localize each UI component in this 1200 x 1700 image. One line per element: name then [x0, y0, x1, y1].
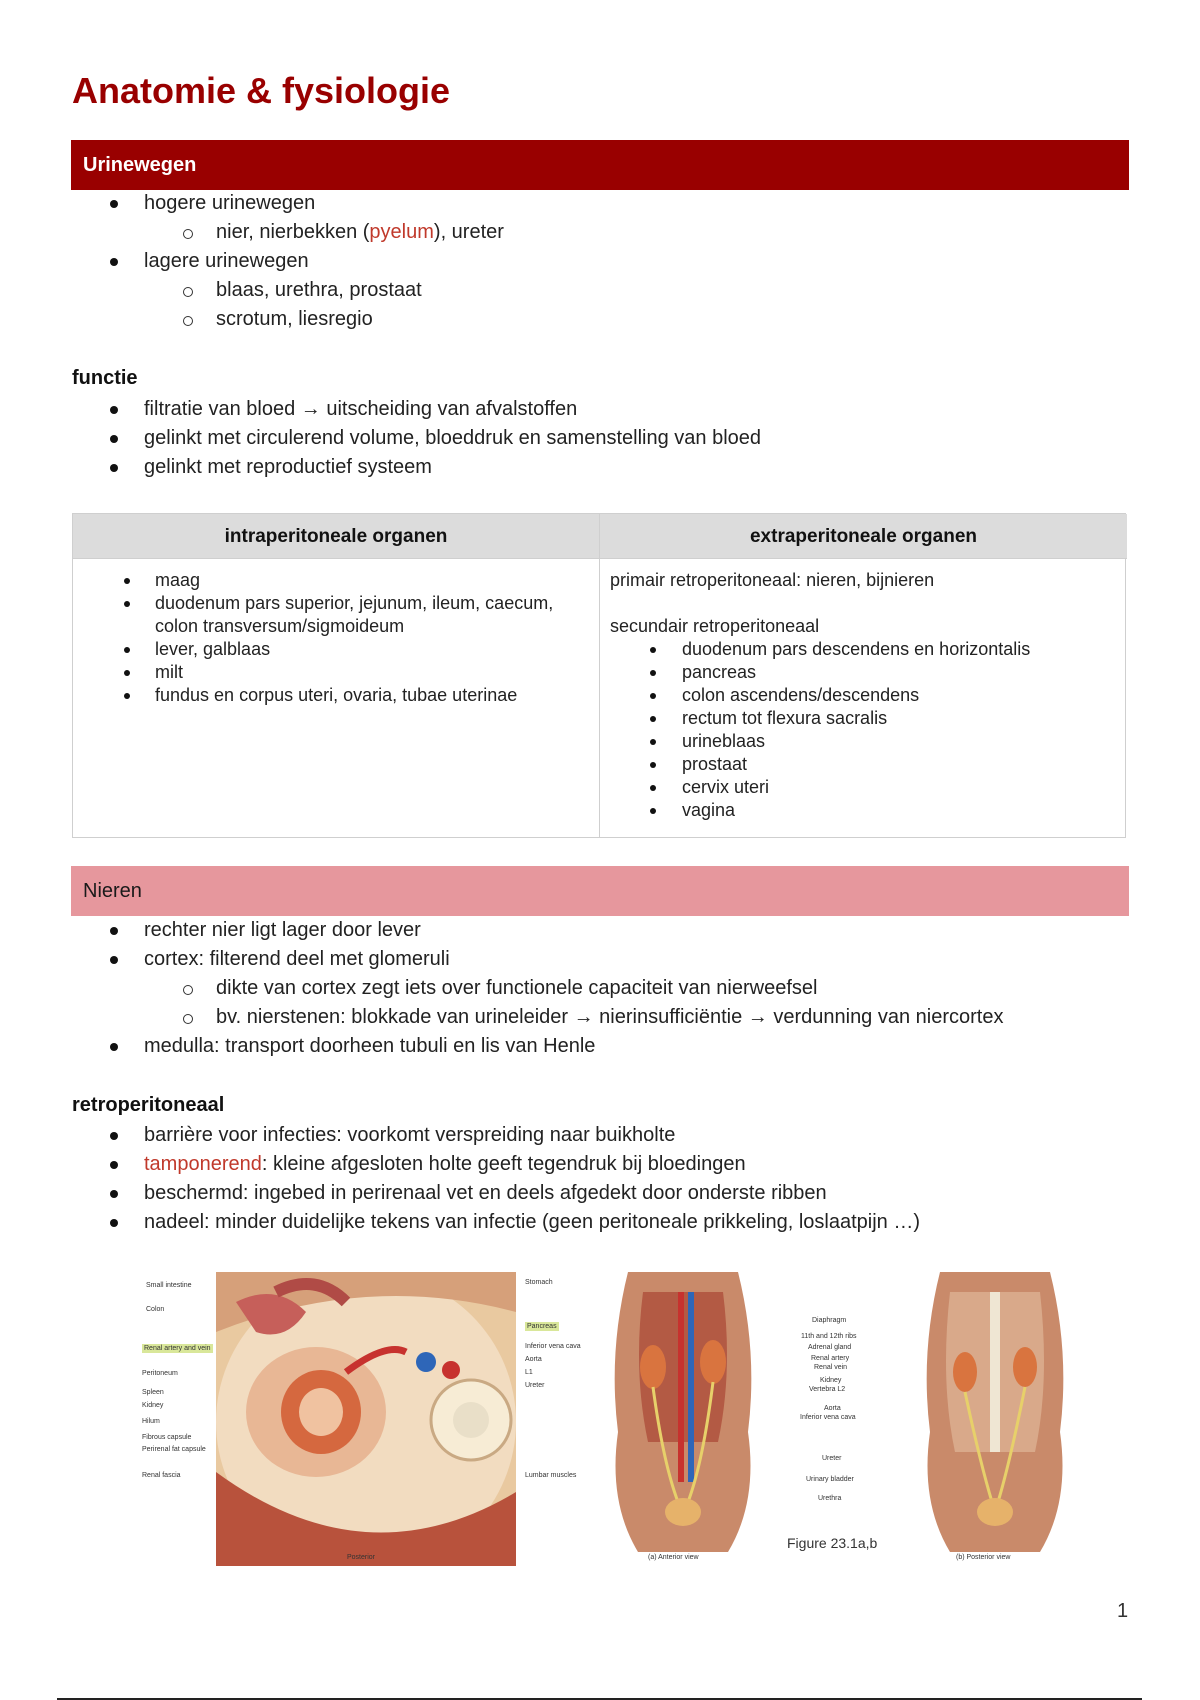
- posterior-view-illustration: [920, 1272, 1070, 1552]
- figure-label: Inferior vena cava: [800, 1414, 856, 1421]
- figure-label: Aorta: [525, 1356, 542, 1363]
- nieren-list: [72, 916, 1003, 1061]
- table-list-item: cervix uteri: [610, 776, 1117, 799]
- table-list-item: maag: [83, 569, 589, 592]
- figure-label: Lumbar muscles: [525, 1472, 577, 1479]
- figure-label: Small intestine: [146, 1282, 192, 1289]
- heading-retroperitoneaal: retroperitoneaal: [72, 1094, 225, 1116]
- figure-subcaption: (b) Posterior view: [956, 1554, 1011, 1561]
- table-list-item: vagina: [610, 799, 1117, 822]
- figure-label: Aorta: [824, 1405, 841, 1412]
- list-item: lagere urinewegen: [72, 247, 504, 276]
- figure-subcaption: (a) Anterior view: [648, 1554, 699, 1561]
- table-cell: [600, 559, 1127, 832]
- figure-label: Perirenal fat capsule: [142, 1446, 206, 1453]
- sub-list-item: blaas, urethra, prostaat: [72, 276, 504, 305]
- text-fragment: ), ureter: [433, 221, 504, 243]
- table-column-intraperitoneal: [73, 514, 600, 837]
- table-list-item: duodenum pars superior, jejunum, ileum, caecum, colon transversum/sigmoideum: [83, 592, 589, 638]
- list-item: gelinkt met circulerend volume, bloeddruk en samenstelling van bloed: [72, 424, 761, 453]
- table-text: primair retroperitoneaal: nieren, bijnieren: [610, 570, 935, 590]
- figure-label: 11th and 12th ribs: [801, 1333, 857, 1340]
- list-item: gelinkt met reproductief systeem: [72, 453, 761, 482]
- figure-label: Ureter: [822, 1455, 842, 1462]
- heading-functie: functie: [72, 367, 138, 389]
- figure-label: Renal artery: [811, 1355, 850, 1362]
- figure-label: Hilum: [142, 1418, 160, 1425]
- urinewegen-list: [72, 189, 504, 334]
- figure-label: L1: [525, 1369, 533, 1376]
- table-column-extraperitoneal: [600, 514, 1127, 837]
- table-list-item: pancreas: [610, 661, 1117, 684]
- figure-label: Stomach: [525, 1279, 553, 1286]
- figure-label: Colon: [146, 1306, 165, 1313]
- figure-label: Urethra: [818, 1495, 842, 1502]
- highlight-term: pyelum: [369, 221, 434, 243]
- figure-caption: Figure 23.1a,b: [787, 1535, 878, 1551]
- table-cell: [73, 559, 599, 717]
- sub-list-item: bv. nierstenen: blokkade van urineleider → nierinsufficiëntie → verdunning van niercortex: [72, 1003, 1003, 1032]
- section-banner-urinewegen: Urinewegen: [71, 140, 1129, 190]
- table-text: secundair retroperitoneaal: [610, 616, 820, 636]
- list-item: rechter nier ligt lager door lever: [72, 916, 1003, 945]
- sub-list-item: dikte van cortex zegt iets over functionele capaciteit van nierweefsel: [72, 974, 1003, 1003]
- table-list-item: fundus en corpus uteri, ovaria, tubae uterinae: [83, 684, 589, 707]
- table-list-item: colon ascendens/descendens: [610, 684, 1117, 707]
- figure-label: Renal fascia: [142, 1472, 181, 1479]
- list-item: filtratie van bloed → uitscheiding van afvalstoffen: [72, 395, 761, 424]
- list-item: hogere urinewegen: [72, 189, 504, 218]
- table-list-item: rectum tot flexura sacralis: [610, 707, 1117, 730]
- table-list-item: urineblaas: [610, 730, 1117, 753]
- figure-label: Pancreas: [527, 1323, 557, 1330]
- organs-table: [72, 513, 1126, 838]
- retro-list: [72, 1121, 920, 1237]
- section-banner-nieren: Nieren: [71, 866, 1129, 916]
- list-item: medulla: transport doorheen tubuli en lis van Henle: [72, 1032, 1003, 1061]
- table-list-item: prostaat: [610, 753, 1117, 776]
- figure-label: Peritoneum: [142, 1370, 178, 1377]
- figure-label: Kidney: [142, 1402, 164, 1409]
- figure-label: Renal artery and vein: [144, 1345, 211, 1352]
- figure-label: Vertebra L2: [809, 1386, 846, 1393]
- page-number: 1: [1117, 1600, 1129, 1622]
- sub-list-item: scrotum, liesregio: [72, 305, 504, 334]
- list-item: nadeel: minder duidelijke tekens van infectie (geen peritoneale prikkeling, loslaatpijn …): [72, 1208, 920, 1237]
- list-item: beschermd: ingebed in perirenaal vet en deels afgedekt door onderste ribben: [72, 1179, 920, 1208]
- list-item: cortex: filterend deel met glomeruli: [72, 945, 1003, 974]
- figure-label: Spleen: [142, 1389, 164, 1396]
- figure-label: Diaphragm: [812, 1317, 847, 1324]
- text-fragment: : kleine afgesloten holte geeft tegendruk bij bloedingen: [261, 1153, 746, 1175]
- table-header: intraperitoneale organen: [73, 514, 599, 559]
- table-header: extraperitoneale organen: [600, 514, 1127, 559]
- figure-label: Inferior vena cava: [525, 1343, 581, 1350]
- page-title: Anatomie & fysiologie: [72, 70, 451, 111]
- table-list-item: lever, galblaas: [83, 638, 589, 661]
- list-item: barrière voor infecties: voorkomt verspreiding naar buikholte: [72, 1121, 920, 1150]
- figure-label: Adrenal gland: [808, 1344, 852, 1351]
- cross-section-illustration: [216, 1272, 516, 1566]
- highlight-term: tamponerend: [144, 1153, 262, 1175]
- figure-label: Posterior: [347, 1554, 376, 1561]
- functie-list: [72, 395, 761, 482]
- figure-label: Renal vein: [814, 1364, 848, 1371]
- anterior-view-illustration: [608, 1272, 758, 1552]
- figure-label: Fibrous capsule: [142, 1434, 192, 1441]
- text-fragment: nier, nierbekken (: [216, 221, 370, 243]
- table-list-item: duodenum pars descendens en horizontalis: [610, 638, 1117, 661]
- list-item: [72, 1150, 920, 1179]
- figure-label: Urinary bladder: [806, 1476, 854, 1483]
- sub-list-item: [72, 218, 504, 247]
- figure-label: Kidney: [820, 1377, 842, 1384]
- table-list-item: milt: [83, 661, 589, 684]
- figure-label: Ureter: [525, 1382, 545, 1389]
